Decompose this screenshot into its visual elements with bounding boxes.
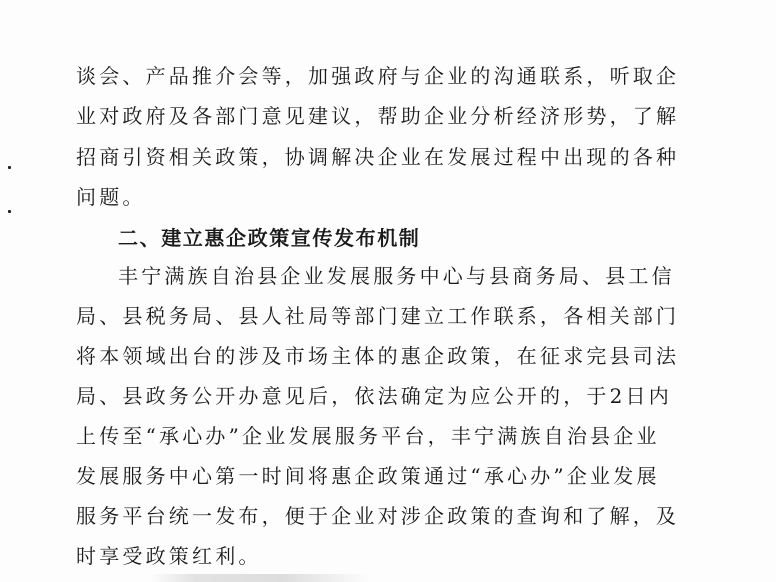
paragraph-line: 将本领域出台的涉及市场主体的惠企政策，在征求完县司法 [76,344,680,368]
section-heading: 二、建立惠企政策宣传发布机制 [118,226,421,250]
text-line: 问题。 [76,185,146,209]
text-line: 谈会、产品推介会等，加强政府与企业的沟通联系，听取企 [76,64,680,88]
scan-dot [8,166,11,169]
paragraph-line: 丰宁满族自治县企业发展服务中心与县商务局、县工信 [118,264,675,288]
paragraph-line: 发展服务中心第一时间将惠企政策通过“承心办”企业发展 [76,464,660,488]
paragraph-line: 时享受政策红利。 [76,544,262,568]
paragraph-line: 局、县税务局、县人社局等部门建立工作联系，各相关部门 [76,304,680,328]
text-line: 招商引资相关政策，协调解决企业在发展过程中出现的各种 [76,145,680,169]
paragraph-line: 局、县政务公开办意见后，依法确定为应公开的，于2日内 [76,384,672,408]
text-line: 业对政府及各部门意见建议，帮助企业分析经济形势，了解 [76,104,680,128]
cut-off-text-shadow [150,574,370,582]
paragraph-line: 上传至“承心办”企业发展服务平台，丰宁满族自治县企业 [76,424,660,448]
scan-dot [8,210,11,213]
paragraph-line: 服务平台统一发布，便于企业对涉企政策的查询和了解，及 [76,504,680,528]
